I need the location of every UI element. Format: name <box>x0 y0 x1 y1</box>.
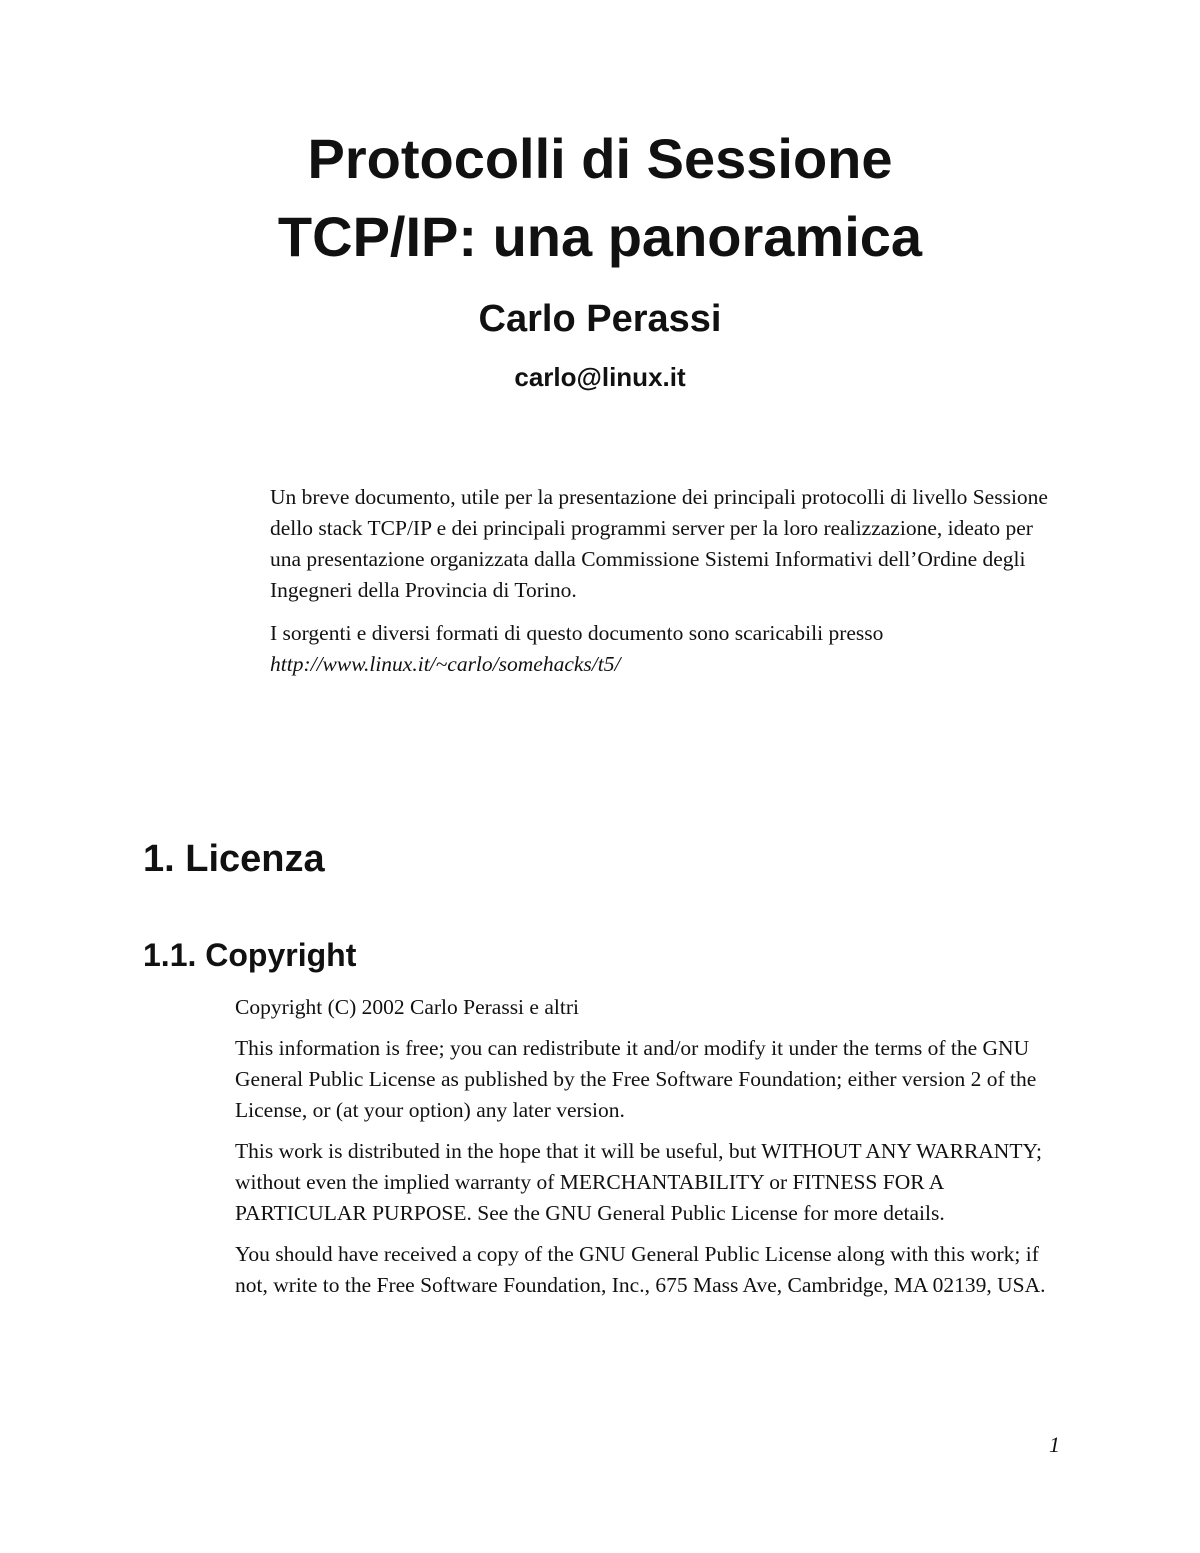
document-title-line-1: Protocolli di Sessione <box>307 127 893 190</box>
download-link[interactable]: http://www.linux.it/~carlo/somehacks/t5/ <box>270 652 621 676</box>
page-number: 1 <box>1049 1432 1060 1457</box>
license-paragraph-free: This information is free; you can redistribute it and/or modify it under the terms of the GNU General Public License as published by the Free Software Foundation; either version 2 of the License, or (at your option) any later version. <box>235 1036 1037 1122</box>
abstract-paragraph-2 <box>270 618 1050 680</box>
document-title-line-2: TCP/IP: una panoramica <box>277 205 923 268</box>
copyright-section-body <box>235 992 1075 1311</box>
section-heading-licenza: 1. Licenza <box>143 838 325 880</box>
abstract <box>270 482 1050 692</box>
abstract-paragraph-1: Un breve documento, utile per la presentazione dei principali protocolli di livello Sessione dello stack TCP/IP e dei principali programmi server per la loro realizzazione, ideato per una presentazione organizzata dalla Commissione Sistemi Informativi dell’Ordine degli Ingegneri della Provincia di Torino. <box>270 485 1048 602</box>
subsection-heading-copyright: 1.1. Copyright <box>143 937 357 973</box>
license-paragraph-copy: You should have received a copy of the GNU General Public License along with this work; if not, write to the Free Software Foundation, Inc., 675 Mass Ave, Cambridge, MA 02139, USA. <box>235 1242 1046 1297</box>
abstract-download-text: I sorgenti e diversi formati di questo documento sono scaricabili presso <box>270 621 884 645</box>
author-email: carlo@linux.it <box>514 362 686 392</box>
author-name: Carlo Perassi <box>478 298 722 340</box>
license-paragraph-warranty: This work is distributed in the hope that it will be useful, but WITHOUT ANY WARRANTY; without even the implied warranty of MERCHANTABILITY or FITNESS FOR A PARTICULAR PURPOSE. See the GNU General Public License for more details. <box>235 1139 1042 1225</box>
copyright-notice: Copyright (C) 2002 Carlo Perassi e altri <box>235 995 579 1019</box>
